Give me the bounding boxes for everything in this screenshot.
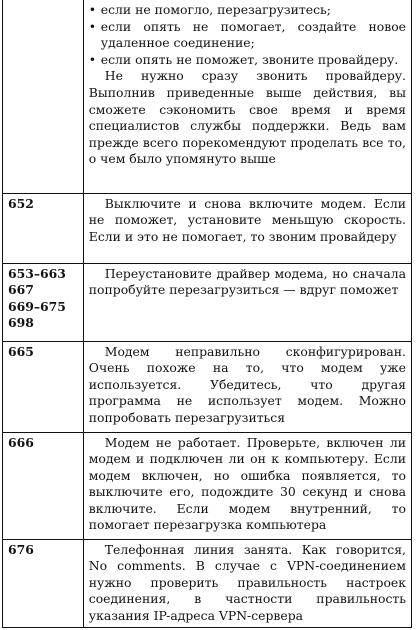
list-item: • если опять не поможет, звоните провайдеру.	[89, 52, 406, 69]
error-code: 667	[8, 282, 34, 298]
list-item: • если опять не помогает, создайте новое удаленное соединение;	[89, 19, 406, 52]
bullet-list	[89, 2, 406, 68]
description-text: Модем не работает. Проверьте, включен ли модем и подключен ли он к компьютеру. Если модем включен, но ошибка появляется, то выключите его, подождите 30 секунд и снова включите. Если модем внутренний, то помогает перезагрузка компьютера	[88, 434, 406, 533]
description-text: Модем неправильно сконфигурирован. Очень похоже на то, что модем уже используется. Убедитесь, что другая программа не использует модем. Можно попробовать перезагрузиться	[88, 343, 406, 425]
error-codes-table	[2, 0, 412, 628]
description-text: Не нужно сразу звонить провайдеру. Выполнив приведенные выше действия, вы сможете сэкономить свое время и время специалистов службы поддержки. Ведь вам прежде всего порекомендуют проделать все то, о чем было упомянуто выше	[88, 68, 406, 167]
description-cell	[83, 432, 411, 539]
error-code: 698	[8, 315, 34, 331]
description-text: Телефонная линия занята. Как говорится, No comments. В случае с VPN-соединением нужно проверить правильность настроек соединения, в частности правильность указания IP-адреса VPN-сервера	[88, 541, 406, 623]
error-code: 665	[8, 343, 34, 359]
description-cell	[83, 539, 411, 627]
code-cell	[3, 539, 84, 627]
code-cell	[3, 341, 84, 432]
table-row	[3, 0, 412, 193]
table-row	[3, 432, 412, 539]
code-cell	[3, 432, 84, 539]
code-cell	[3, 193, 84, 263]
error-code: 653–663	[8, 265, 66, 281]
description-text: Выключите и снова включите модем. Если не поможет, установите меньшую скорость. Если и это не помогает, то звоним провайдеру	[88, 195, 406, 244]
list-item: • если не помогло, перезагрузитесь;	[89, 2, 406, 19]
error-code: 666	[8, 434, 34, 450]
table-row	[3, 193, 412, 263]
description-cell	[83, 263, 411, 341]
code-cell	[3, 0, 84, 193]
description-cell	[83, 341, 411, 432]
table-row	[3, 539, 412, 627]
error-code: 652	[8, 195, 34, 211]
table-row	[3, 263, 412, 341]
error-code: 669–675	[8, 298, 66, 314]
code-cell	[3, 263, 84, 341]
description-text: Переустановите драйвер модема, но сначала попробуйте перезагрузиться — вдруг поможет	[88, 265, 406, 298]
table-row	[3, 341, 412, 432]
error-code: 676	[8, 541, 34, 557]
description-cell	[83, 193, 411, 263]
description-cell	[83, 0, 411, 193]
